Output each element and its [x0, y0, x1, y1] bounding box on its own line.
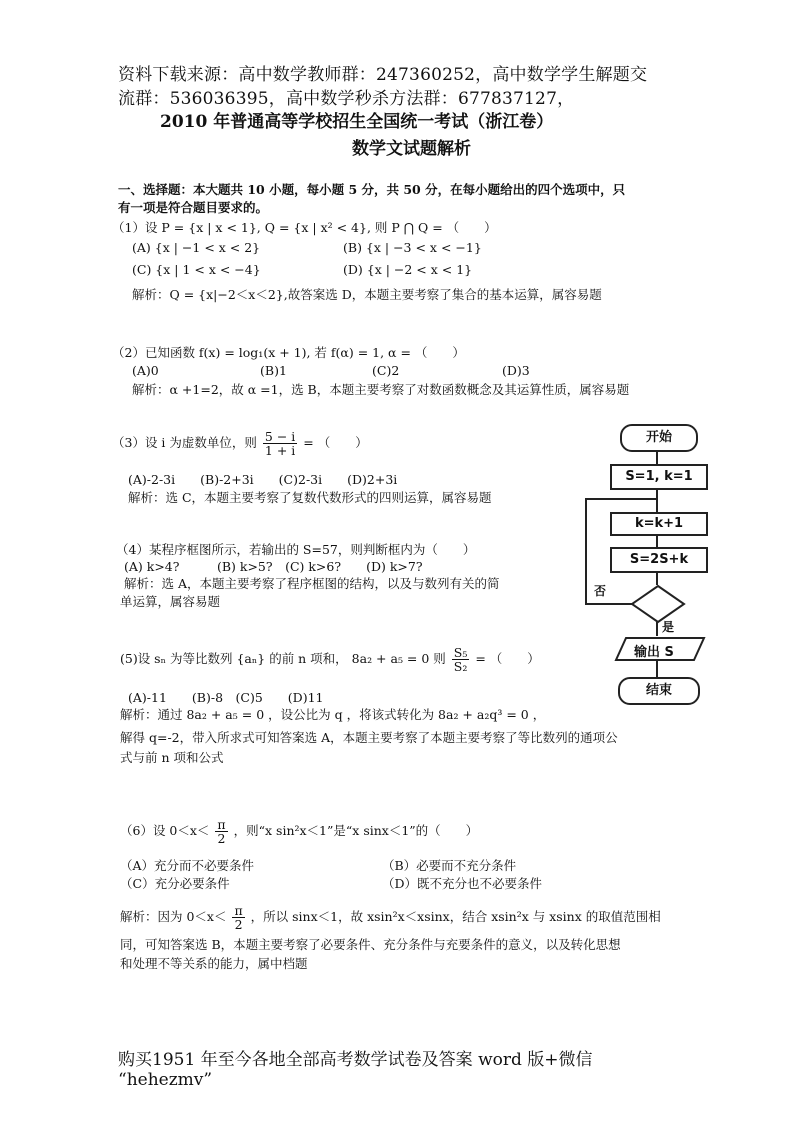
question-1-option-a: (A) {x | −1 < x < 2}	[132, 240, 261, 255]
question-3-numerator: 5 − i	[264, 429, 296, 444]
flowchart-end: 结束	[618, 677, 700, 705]
flowchart-no-label: 否	[594, 584, 607, 598]
question-3-fraction	[263, 430, 297, 457]
question-6-solution-numerator: π	[234, 903, 243, 918]
question-1-option-c: (C) {x | 1 < x < −4}	[132, 262, 261, 277]
header-line-1: 资料下载来源：高中数学教师群：247360252，高中数学学生解题交	[118, 65, 648, 85]
question-1-solution: 解析：Q = {x|−2＜x＜2},故答案选 D，本题主要考察了集合的基本运算，属容易题	[132, 287, 602, 302]
question-3-options: (A)-2-3i (B)-2+3i (C)2-3i (D)2+3i	[128, 472, 398, 487]
question-2-stem: （2）已知函数 f(x) = log₁(x + 1), 若 f(α) = 1, α = （ ）	[112, 345, 465, 360]
question-6-option-c: （C）充分必要条件	[120, 876, 230, 891]
question-6-solution-pre: 解析：因为 0＜x＜	[120, 909, 227, 925]
question-6-stem-post: ，则“x sin²x＜1”是“x sinx＜1”的（ ）	[233, 823, 479, 839]
question-5-fraction	[452, 646, 470, 673]
question-5-solution-end: 式与前 n 项和公式	[120, 750, 224, 765]
question-3-stem-post: = （ ）	[303, 435, 368, 451]
flowchart-output-label: 输出 S	[634, 645, 674, 660]
question-3-solution: 解析：选 C，本题主要考察了复数代数形式的四则运算，属容易题	[128, 490, 492, 505]
flowchart-start: 开始	[620, 424, 698, 452]
footer-line-2: “hehezmv”	[118, 1070, 213, 1090]
question-1-option-d: (D) {x | −2 < x < 1}	[343, 262, 473, 277]
question-5-solution: 解析：通过 8a₂ + a₅ = 0 ，设公比为 q ，将该式转化为 8a₂ + a₂q³ = 0 ，	[120, 707, 546, 722]
question-5-stem	[120, 646, 540, 673]
question-6-stem	[120, 818, 478, 845]
section-heading-cont: 有一项是符合题目要求的。	[118, 200, 269, 215]
question-5-numerator: S₅	[453, 645, 468, 660]
footer-line-1: 购买1951 年至今各地全部高考数学试卷及答案 word 版+微信	[118, 1050, 593, 1070]
question-6-option-a: （A）充分而不必要条件	[120, 858, 255, 873]
question-6-solution-cont: 同，可知答案选 B，本题主要考察了必要条件、充分条件与充要条件的意义，以及转化思想	[120, 937, 621, 952]
flowchart-init: S=1, k=1	[610, 464, 708, 490]
question-4-solution: 解析：选 A，本题主要考察了程序框图的结构，以及与数列有关的简	[124, 576, 500, 591]
question-1-option-b: (B) {x | −3 < x < −1}	[343, 240, 482, 255]
question-2-option-b: (B)1	[260, 363, 287, 378]
question-4-solution-cont: 单运算，属容易题	[120, 594, 221, 609]
question-5-stem-post: = （ ）	[475, 651, 540, 667]
page-subtitle: 数学文试题解析	[352, 139, 471, 159]
section-heading: 一、选择题：本大题共 10 小题，每小题 5 分，共 50 分，在每小题给出的四个选项中，只	[118, 182, 626, 197]
question-6-solution-end: 和处理不等关系的能力，属中档题	[120, 956, 308, 971]
question-2-option-a: (A)0	[132, 363, 159, 378]
question-6-solution-fraction	[232, 904, 244, 931]
question-3-stem-pre: （3）设 i 为虚数单位，则	[112, 435, 257, 451]
question-6-solution-post: ，所以 sinx＜1，故 xsin²x＜xsinx，结合 xsin²x 与 xsinx 的取值范围相	[250, 909, 661, 925]
question-6-numerator: π	[217, 817, 226, 832]
header-line-2: 流群：536036395，高中数学秒杀方法群：677837127，	[118, 89, 575, 109]
question-6-fraction	[215, 818, 227, 845]
page-title: 2010 年普通高等学校招生全国统一考试（浙江卷）	[160, 112, 554, 132]
question-6-denominator: 2	[217, 831, 226, 847]
flowchart-decision	[630, 584, 686, 624]
question-2-option-d: (D)3	[502, 363, 530, 378]
question-6-option-b: （B）必要而不充分条件	[382, 858, 517, 873]
flowchart-yes-label: 是	[662, 620, 675, 634]
question-4-stem: （4）某程序框图所示，若输出的 S=57，则判断框内为（ ）	[116, 542, 476, 557]
question-5-stem-pre: (5)设 sₙ 为等比数列 {aₙ} 的前 n 项和， 8a₂ + a₅ = 0 则	[120, 651, 446, 667]
question-2-solution: 解析：α +1=2，故 α =1，选 B，本题主要考察了对数函数概念及其运算性质，属容易题	[132, 382, 630, 397]
question-4-options: (A) k>4? (B) k>5? (C) k>6? (D) k>7?	[124, 559, 423, 574]
flowchart-step-k: k=k+1	[610, 512, 708, 536]
flowchart-step-s: S=2S+k	[610, 547, 708, 573]
question-6-solution	[120, 904, 661, 931]
question-2-option-c: (C)2	[372, 363, 400, 378]
question-6-stem-pre: （6）设 0＜x＜	[120, 823, 210, 839]
question-5-options: (A)-11 (B)-8 (C)5 (D)11	[128, 690, 324, 705]
question-3-stem	[112, 430, 368, 457]
question-6-option-d: （D）既不充分也不必要条件	[382, 876, 543, 891]
question-5-denominator: S₂	[453, 659, 468, 675]
question-5-solution-cont: 解得 q=-2，带入所求式可知答案选 A，本题主要考察了本题主要考察了等比数列的通项公	[120, 730, 618, 745]
question-1-stem: （1）设 P = {x | x < 1}, Q = {x | x² < 4}, 则 P ⋂ Q = （ ）	[112, 220, 497, 235]
question-3-denominator: 1 + i	[264, 443, 296, 459]
question-6-solution-denominator: 2	[234, 917, 243, 933]
